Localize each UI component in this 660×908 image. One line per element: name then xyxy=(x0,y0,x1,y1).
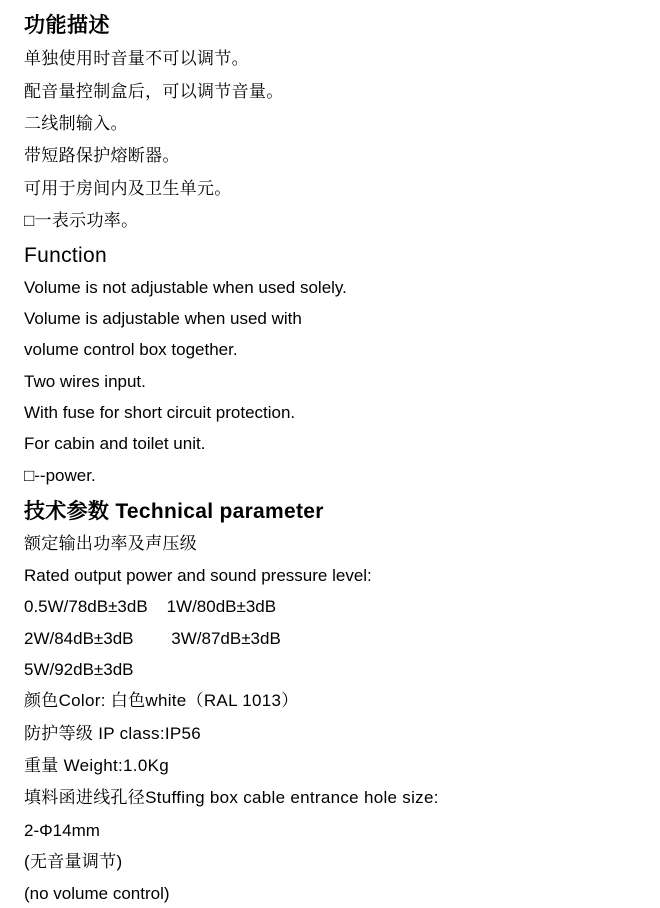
note-cn: (无音量调节) xyxy=(24,851,123,871)
function-cn-line-2: 配音量控制盒后，可以调节音量。 xyxy=(24,81,284,101)
function-cn-line-1: 单独使用时音量不可以调节。 xyxy=(24,49,249,69)
technical-subtitle-en: Rated output power and sound pressure level: xyxy=(24,565,372,585)
technical-subtitle-cn: 额定输出功率及声压级 xyxy=(24,533,197,553)
function-cn-title: 功能描述 xyxy=(24,14,110,37)
technical-title: 技术参数 Technical parameter xyxy=(24,500,324,524)
function-section-cn xyxy=(24,12,642,234)
note-en: (no volume control) xyxy=(24,884,170,904)
function-en-line-5: With fuse for short circuit protection. xyxy=(24,403,296,423)
function-en-line-4: Two wires input. xyxy=(24,371,146,391)
function-cn-line-4: 带短路保护熔断器。 xyxy=(24,146,180,166)
spec-color: 颜色Color: 白色white（RAL 1013） xyxy=(24,691,299,711)
spec-cable-entrance: 填料函进线孔径Stuffing box cable entrance hole size: xyxy=(24,788,439,808)
spec-weight: 重量 Weight:1.0Kg xyxy=(24,755,169,775)
technical-section xyxy=(24,498,642,907)
power-row-2: 2W/84dB±3dB 3W/87dB±3dB xyxy=(24,628,281,648)
function-en-line-2: Volume is adjustable when used with xyxy=(24,309,302,329)
function-en-line-7: □--power. xyxy=(24,465,96,485)
function-cn-line-3: 二线制输入。 xyxy=(24,114,128,134)
function-en-line-6: For cabin and toilet unit. xyxy=(24,434,206,454)
power-row-3: 5W/92dB±3dB xyxy=(24,659,134,679)
function-section-en xyxy=(24,242,642,489)
function-en-line-1: Volume is not adjustable when used solely. xyxy=(24,277,347,297)
function-cn-line-6: □一表示功率。 xyxy=(24,211,139,231)
function-en-line-3: volume control box together. xyxy=(24,340,238,360)
power-row-1: 0.5W/78dB±3dB 1W/80dB±3dB xyxy=(24,597,277,617)
function-cn-line-5: 可用于房间内及卫生单元。 xyxy=(24,178,232,198)
spec-cable-size: 2-Φ14mm xyxy=(24,820,100,840)
spacer xyxy=(24,494,642,496)
function-en-title: Function xyxy=(24,244,107,268)
spec-ip-class: 防护等级 IP class:IP56 xyxy=(24,723,202,743)
